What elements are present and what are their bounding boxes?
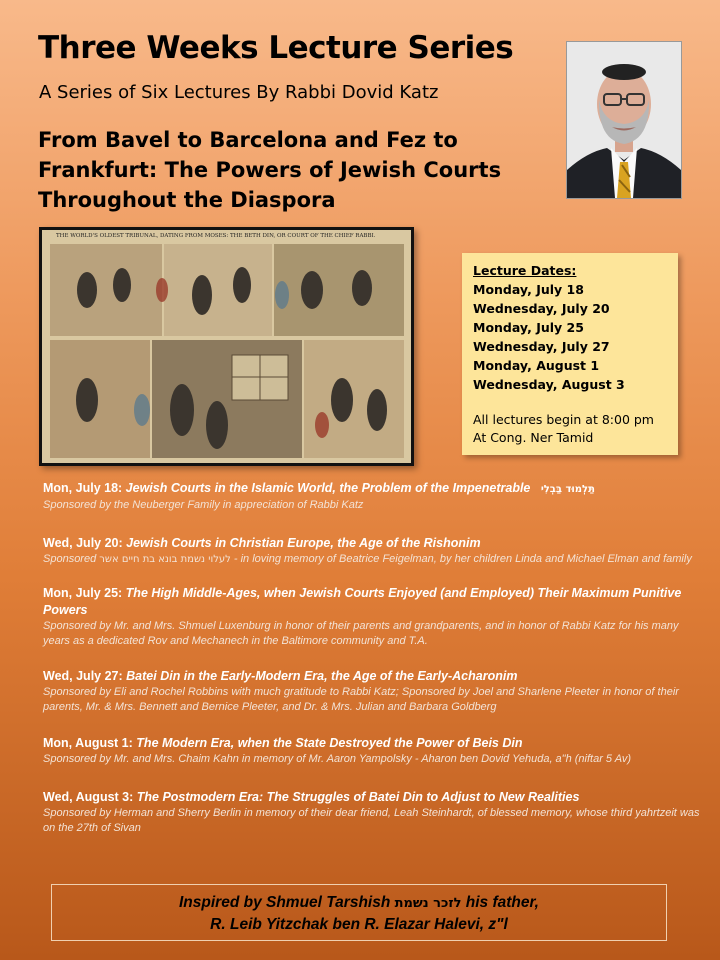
lecture-date-label: Wed, July 20: bbox=[43, 536, 123, 550]
lecture-title: The Modern Era, when the State Destroyed the Power of Beis Din bbox=[136, 736, 523, 750]
lecture-sponsor-prefix: Sponsored bbox=[43, 553, 97, 565]
series-headline: From Bavel to Barcelona and Fez to Frankfurt: The Powers of Jewish Courts Throughout the Diaspora bbox=[38, 128, 502, 212]
lecture-date-label: Wed, August 3: bbox=[43, 790, 134, 804]
lecture-date-label: Mon, August 1: bbox=[43, 736, 133, 750]
lecture-title: Batei Din in the Early-Modern Era, the Age of the Early-Acharonim bbox=[126, 669, 518, 683]
lecture-entry bbox=[43, 480, 703, 513]
lecture-sponsor: Sponsored by Mr. and Mrs. Chaim Kahn in memory of Mr. Aaron Yampolsky - Aharon ben Dovid Yehuda, a"h (niftar 5 Av) bbox=[43, 753, 631, 765]
dedication-hebrew: לזכר נשמת bbox=[394, 896, 462, 911]
lecture-date: Wednesday, August 3 bbox=[473, 377, 625, 392]
dedication-line1-end: his father, bbox=[461, 894, 539, 911]
page-subtitle: A Series of Six Lectures By Rabbi Dovid Katz bbox=[39, 82, 439, 103]
lecture-entry bbox=[43, 585, 703, 649]
lecture-title: Jewish Courts in the Islamic World, the Problem of the Impenetrable bbox=[125, 481, 531, 495]
lecture-sponsor: Sponsored by the Neuberger Family in appreciation of Rabbi Katz bbox=[43, 499, 364, 511]
lecture-sponsor: Sponsored by Mr. and Mrs. Shmuel Luxenburg in honor of their parents and grandparents, and in honor of Rabbi Katz for his many years as a dedicated Rov and Mechanech in the Baltimore community and T.A. bbox=[43, 620, 679, 647]
lecture-title: Jewish Courts in Christian Europe, the Age of the Rishonim bbox=[126, 536, 481, 550]
lecture-location-note: At Cong. Ner Tamid bbox=[473, 430, 594, 445]
lecture-sponsor: Sponsored by Eli and Rochel Robbins with much gratitude to Rabbi Katz; Sponsored by Joel and Sharlene Pleeter in honor of their parents, Mr. & Mrs. Bennett and Bernice Pleeter, and Dr. & Mrs. Julian and Barbara Goldberg bbox=[43, 686, 679, 713]
lecture-title: The Postmodern Era: The Struggles of Batei Din to Adjust to New Realities bbox=[136, 790, 580, 804]
engraving-caption: THE WORLD'S OLDEST TRIBUNAL, DATING FROM MOSES: THE BETH DIN, OR COURT OF THE CHIEF RABBI. bbox=[56, 233, 376, 239]
lecture-date: Wednesday, July 27 bbox=[473, 339, 610, 354]
speaker-portrait bbox=[566, 41, 682, 199]
lecture-date-label: Mon, July 18: bbox=[43, 481, 123, 495]
lecture-dates-heading: Lecture Dates: bbox=[473, 263, 577, 278]
lecture-sponsor: Sponsored by Herman and Sherry Berlin in memory of their dear friend, Leah Steinhardt, of blessed memory, whose third yahrtzeit was on the 27th of Sivan bbox=[43, 807, 700, 834]
dedication-box bbox=[51, 884, 667, 941]
lecture-date: Monday, August 1 bbox=[473, 358, 600, 373]
lecture-entry bbox=[43, 535, 703, 567]
lecture-sponsor: - in loving memory of Beatrice Feigelman, by her children Linda and Michael Elman and family bbox=[230, 553, 692, 565]
lecture-entry bbox=[43, 789, 703, 836]
lecture-title: The High Middle-Ages, when Jewish Courts Enjoyed (and Employed) Their Maximum Punitive Powers bbox=[43, 586, 682, 617]
lecture-date: Monday, July 25 bbox=[473, 320, 584, 335]
lecture-entry bbox=[43, 735, 703, 767]
lecture-schedule bbox=[43, 480, 703, 836]
engraving-graphic bbox=[42, 230, 411, 463]
lecture-time-note: All lectures begin at 8:00 pm bbox=[473, 412, 654, 427]
dedication-line2: R. Leib Yitzchak ben R. Elazar Halevi, z"l bbox=[210, 916, 508, 933]
lecture-sponsor-hebrew: לעלוי נשמת בונא בת חיים אשר bbox=[99, 554, 231, 565]
lecture-date-label: Wed, July 27: bbox=[43, 669, 123, 683]
lecture-hebrew-term: תַּלְמוּד בַּבְלִי bbox=[540, 484, 595, 495]
lecture-date: Monday, July 18 bbox=[473, 282, 584, 297]
lecture-date-label: Mon, July 25: bbox=[43, 586, 123, 600]
speaker-portrait-graphic bbox=[567, 42, 681, 198]
lecture-dates-box bbox=[462, 253, 678, 455]
lecture-entry bbox=[43, 668, 703, 715]
lecture-date: Wednesday, July 20 bbox=[473, 301, 610, 316]
dedication-line1-start: Inspired by Shmuel Tarshish bbox=[179, 894, 391, 911]
page-title: Three Weeks Lecture Series bbox=[38, 30, 514, 66]
beth-din-engraving bbox=[39, 227, 414, 466]
